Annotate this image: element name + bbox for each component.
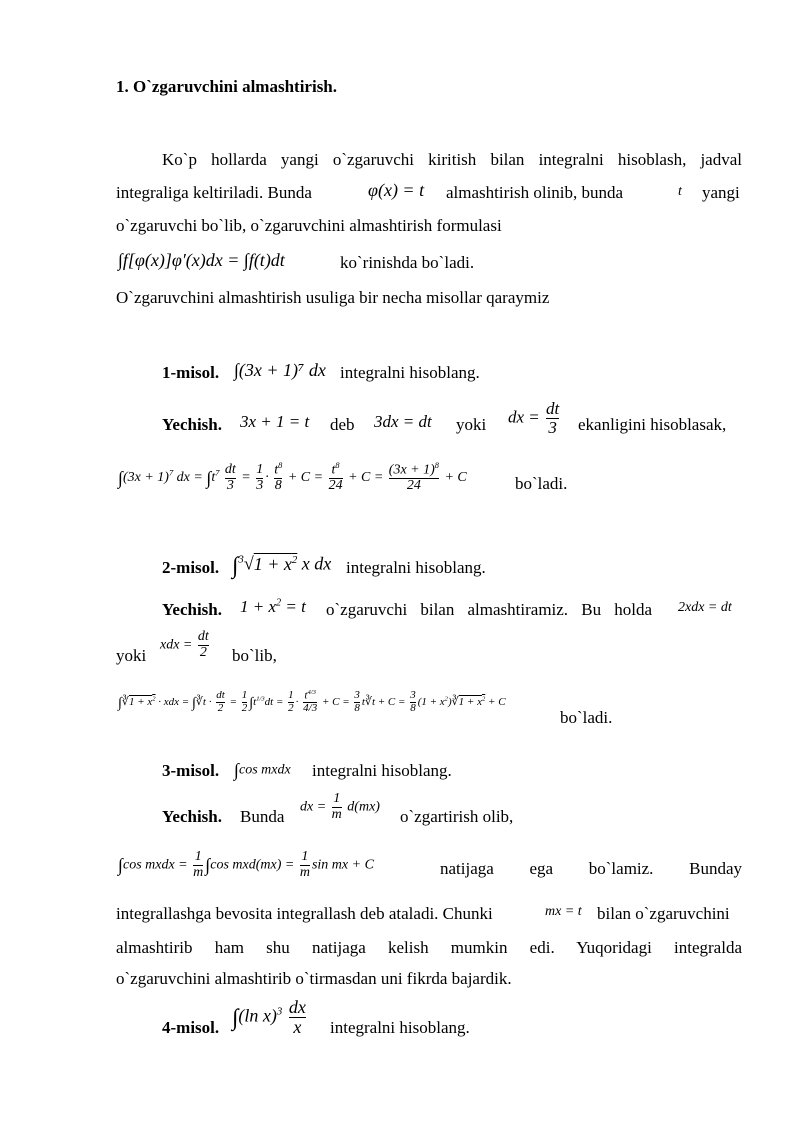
intro-line-2b: almashtirish olinib, bunda bbox=[446, 183, 624, 202]
example-3-solution-label: Yechish. bbox=[162, 807, 222, 826]
substitution-rule-formula: ∫f[φ(x)]φ′(x)dx = ∫f(t)dt bbox=[118, 250, 285, 270]
example-2-task: integralni hisoblang. bbox=[346, 558, 486, 577]
example-2-sub-3: xdx = $\frac{dt}{2}$ bbox=[160, 629, 209, 660]
example-3-label: 3-misol. bbox=[162, 761, 220, 780]
example-2-sub-2: 2xdx = dt bbox=[678, 600, 732, 615]
intro-line-4: ko`rinishda bo`ladi. bbox=[340, 253, 475, 272]
example-3-para-line-2: almashtirib ham shu natijaga kelish mumkin edi. Yuqoridagi integralda bbox=[116, 938, 742, 957]
example-1-result: $\int(3x + 1)^7$ dx = $\int t^7$ $\frac{dt}{3}$ = $\frac{1}{3}$ · $\frac{t^8}{8}$ + C = $\frac{t^8}{24}$ + C = $\frac{(3x + 1)^8}{24}$ + C bbox=[118, 461, 467, 494]
example-1-end: bo`ladi. bbox=[515, 474, 568, 493]
example-1-label: 1-misol. bbox=[162, 363, 220, 382]
example-2-end: bo`ladi. bbox=[560, 708, 613, 727]
example-4-task: integralni hisoblang. bbox=[330, 1018, 470, 1037]
example-2-result: ∫∛1 + $x^2$ · xdx = ∫∛t · $\frac{dt}{2}$ = $\frac{1}{2}$ $\int t^{1/3}dt$ = $\frac{1}{2}$ · $\frac{t^{4/3}}{4/3}$ + C = $\frac{3}{8}$ t∛t + C = $\frac{3}{8}$ $(1 + x^2)∛1 + x^2 + C$ bbox=[118, 689, 506, 715]
example-1-deb: deb bbox=[330, 415, 355, 434]
section-heading: 1. O`zgaruvchini almashtirish. bbox=[116, 77, 338, 96]
variable-t: t bbox=[678, 184, 682, 199]
example-1-ekan: ekanligini hisoblasak, bbox=[578, 415, 727, 434]
intro-line-1: Ko`p hollarda yangi o`zgaruvchi kiritish bilan integralni hisoblash, jadval bbox=[162, 150, 742, 169]
example-1-task: integralni hisoblang. bbox=[340, 363, 480, 382]
example-1-yoki: yoki bbox=[456, 415, 487, 434]
example-2-bolib: bo`lib, bbox=[232, 646, 277, 665]
example-1-sub-1: 3x + 1 = t bbox=[240, 412, 310, 431]
example-2-yoki: yoki bbox=[116, 646, 147, 665]
example-3-integral: ∫cos mxdx bbox=[234, 760, 291, 780]
example-3-result: ∫cos mxdx = $\frac{1}{m}$ ∫cos mxd(mx) = $\frac{1}{m}$ sin mx + C bbox=[118, 849, 374, 880]
example-2-integral: $\int^3√1 + x^2$ x dx bbox=[232, 553, 332, 579]
example-1-sub-3: dx = $\frac{dt}{3}$ bbox=[508, 399, 560, 437]
example-4-integral: ∫(ln x)$^3$ $\frac{dx}{x}$ bbox=[232, 997, 306, 1037]
example-3-natija: natijaga ega bo`lamiz. Bunday bbox=[440, 859, 742, 878]
intro-line-2c: yangi bbox=[702, 183, 740, 202]
intro-line-3: o`zgaruvchi bo`lib, o`zgaruvchini almashtirish formulasi bbox=[116, 216, 502, 235]
example-3-para-a: integrallashga bevosita integrallash deb ataladi. Chunki bbox=[116, 904, 493, 923]
example-3-sub-1: dx = $\frac{1}{m}$ d(mx) bbox=[300, 791, 380, 822]
example-3-text-1: o`zgartirish olib, bbox=[400, 807, 514, 826]
example-3-task: integralni hisoblang. bbox=[312, 761, 452, 780]
intro-line-5: O`zgaruvchini almashtirish usuliga bir necha misollar qaraymiz bbox=[116, 288, 550, 307]
example-2-text-1: o`zgaruvchi bilan almashtiramiz. Bu holda bbox=[326, 600, 652, 619]
example-2-label: 2-misol. bbox=[162, 558, 220, 577]
example-1-sub-2: 3dx = dt bbox=[374, 412, 432, 431]
example-1-solution-label: Yechish. bbox=[162, 415, 222, 434]
example-3-sub-2: mx = t bbox=[545, 904, 582, 919]
example-3-bunda: Bunda bbox=[240, 807, 285, 826]
example-2-sub-1: $1 + x^2 = t$ bbox=[240, 597, 306, 616]
example-3-para-b: bilan o`zgaruvchini bbox=[597, 904, 730, 923]
example-1-integral: ∫(3x + 1)⁷ dx bbox=[234, 360, 326, 380]
example-3-para-line-3: o`zgaruvchini almashtirib o`tirmasdan uni fikrda bajardik. bbox=[116, 969, 512, 988]
intro-line-2a: integraliga keltiriladi. Bunda bbox=[116, 183, 312, 202]
example-2-solution-label: Yechish. bbox=[162, 600, 222, 619]
substitution-formula: φ(x) = t bbox=[368, 180, 425, 200]
example-4-label: 4-misol. bbox=[162, 1018, 220, 1037]
